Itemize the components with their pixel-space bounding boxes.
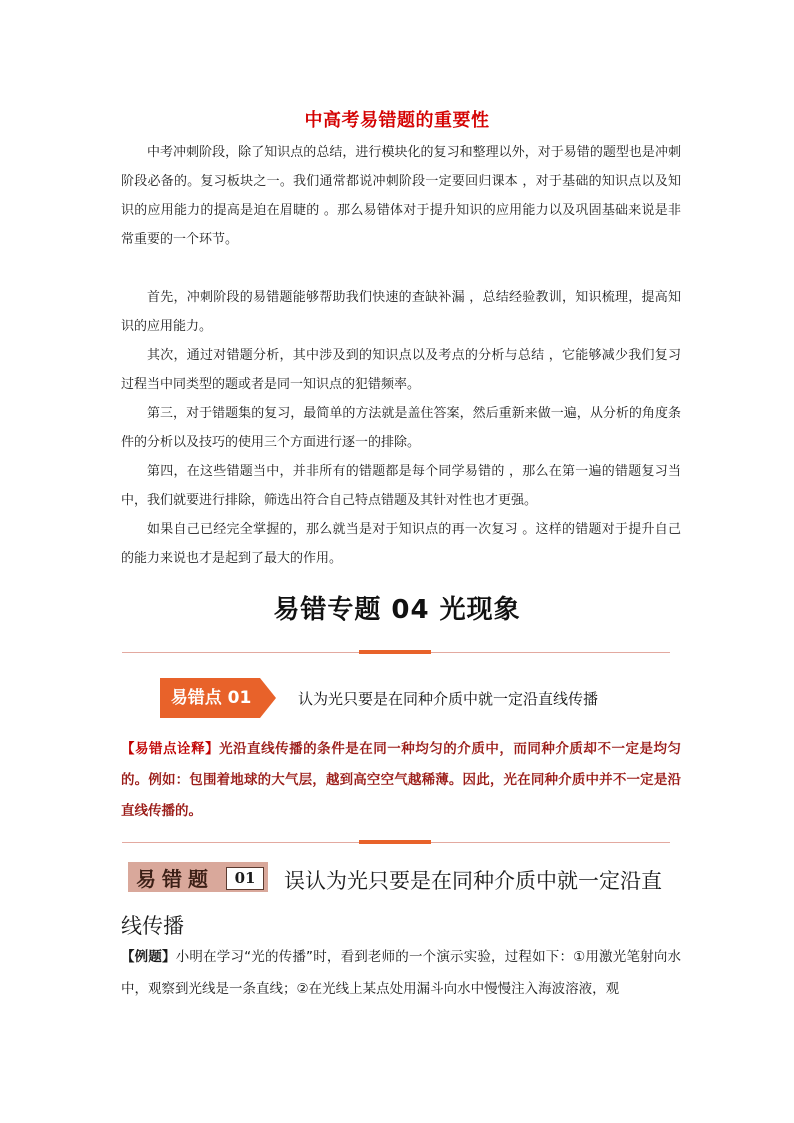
example-paragraph (121, 941, 681, 1005)
divider-accent-2 (359, 840, 431, 844)
point-badge-text: 易错点 01 (170, 688, 252, 708)
intro-paragraph-5: 第四，在这些错题当中，并非所有的错题都是每个同学易错的 ，那么在第一遍的错题复习当中，我们就要进行排除，筛选出符合自己特点错题及其针对性也才更强。 (121, 464, 681, 508)
intro-paragraph-1: 中考冲刺阶段，除了知识点的总结，进行模块化的复习和整理以外，对于易错的题型也是冲刺阶段必备的。复习板块之一。我们通常都说冲刺阶段一定要回归课本 ，对于基础的知识点以及知识的应用能力的提高是迫在眉睫的 。那么易错体对于提升知识的应用能力以及巩固基础来说是非常重要的一个环节。 (121, 145, 681, 247)
intro-paragraph-3: 其次，通过对错题分析，其中涉及到的知识点以及考点的分析与总结 ，它能够减少我们复习过程当中同类型的题或者是同一知识点的犯错频率。 (121, 348, 681, 392)
point-badge (160, 678, 276, 718)
example-text: 小明在学习“光的传播”时，看到老师的一个演示实验，过程如下：①用激光笔射向水中，观察到光线是一条直线；②在光线上某点处用漏斗向水中慢慢注入海波溶液，观 (121, 949, 682, 997)
point-label: 认为光只要是在同种介质中就一定沿直线传播 (298, 690, 599, 708)
topic-title: 易错专题 04 光现象 (273, 595, 521, 625)
intro-paragraph-6: 如果自己已经完全掌握的，那么就当是对于知识点的再一次复习 。这样的错题对于提升自己的能力来说也才是起到了最大的作用。 (121, 522, 681, 566)
explain-tag: 【易错点诠释】 (121, 741, 220, 757)
intro-paragraph-4: 第三，对于错题集的复习，最简单的方法就是盖住答案，然后重新来做一遍，从分析的角度条件的分析以及技巧的使用三个方面进行逐一的排除。 (121, 406, 681, 450)
question-title: 误认为光只要是在同种介质中就一定沿直线传播 (121, 869, 662, 938)
example-tag: 【例题】 (121, 949, 176, 965)
intro-title: 中高考易错题的重要性 (304, 110, 490, 131)
divider-accent (359, 650, 431, 654)
question-tag-label: 易错题 (136, 867, 214, 891)
point-explanation (121, 734, 681, 827)
question-tag-number: 01 (226, 867, 264, 890)
intro-paragraph-2: 首先，冲刺阶段的易错题能够帮助我们快速的查缺补漏 ，总结经验教训，知识梳理，提高知识的应用能力。 (121, 290, 681, 334)
explain-text: 光沿直线传播的条件是在同一种均匀的介质中，而同种介质却不一定是均匀的。例如：包围着地球的大气层，越到高空空气越稀薄。因此，光在同种介质中并不一定是沿直线传播的。 (121, 741, 682, 819)
